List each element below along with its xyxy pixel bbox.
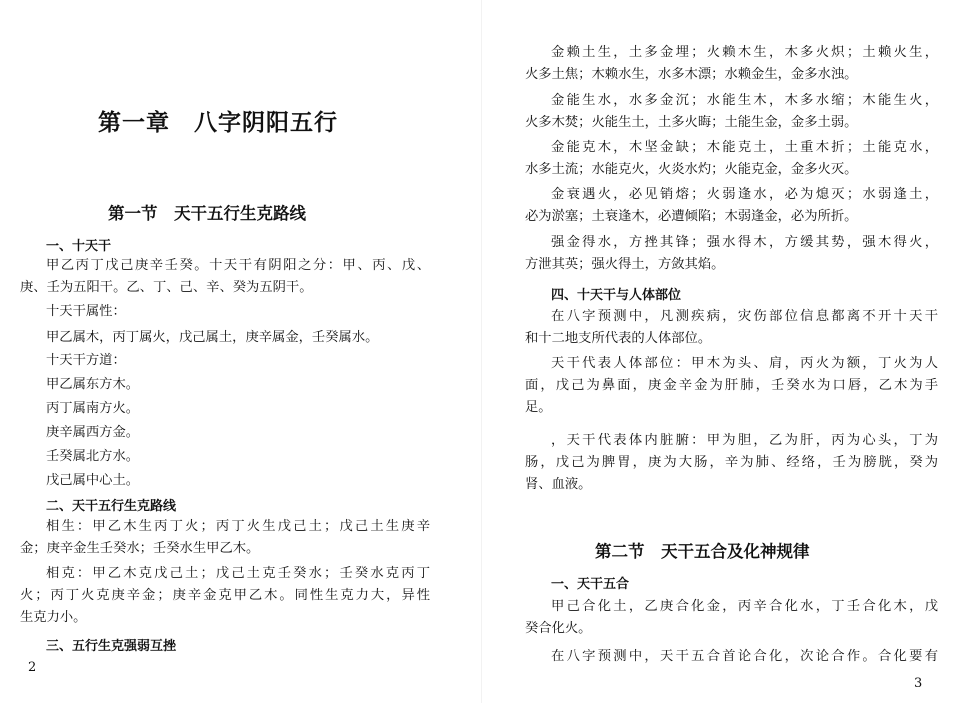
- text-line: 甲乙属东方木。: [46, 377, 140, 392]
- text-line: 庚辛属西方金。: [46, 425, 140, 440]
- heading-body-parts: 四、十天干与人体部位: [551, 288, 682, 303]
- paragraph-strong-gets: [525, 232, 938, 276]
- section-title-1: 第一节 天干五行生克路线: [108, 204, 306, 223]
- section-title-2: 第二节 天干五合及化神规律: [595, 542, 810, 561]
- text-line: 癸合化火。: [525, 621, 592, 636]
- text-line: 生克力小。: [20, 610, 87, 625]
- paragraph-restrain-excess: [525, 137, 938, 181]
- paragraph-attributes: [46, 327, 378, 349]
- text-line: 必为淤塞；土衰逢木，必遭倾陷；木弱逢金，必为所折。: [525, 209, 858, 224]
- text-line: 十天干方道：: [46, 353, 126, 368]
- paragraph-generation: [20, 516, 430, 560]
- text-line: 面，戊己为鼻面，庚金辛金为肝肺，壬癸水为口唇，乙木为手: [525, 378, 938, 393]
- heading-generation-route: 二、天干五行生克路线: [46, 499, 177, 514]
- paragraph-combination-rule: [525, 646, 938, 668]
- paragraph-directions-label: [46, 350, 126, 372]
- text-line: 和十二地支所代表的人体部位。: [525, 331, 712, 346]
- text-line: 水多土流；水能克火，火炎水灼；火能克金，金多火灭。: [525, 162, 858, 177]
- text-line: ，天干代表体内脏腑：甲为胆，乙为肝，丙为心头，丁为: [551, 433, 938, 448]
- paragraph-attributes-label: [46, 301, 126, 323]
- heading-ten-stems: 一、十天干: [46, 239, 112, 254]
- paragraph-direction-north: [46, 446, 139, 468]
- left-page: [0, 0, 481, 703]
- text-line: 火；丙丁火克庚辛金；庚辛金克甲乙木。同性生克力大，异性: [20, 588, 430, 603]
- text-line: 方泄其英；强火得土，方敛其焰。: [525, 257, 725, 272]
- text-line: 甲己合化土，乙庚合化金，丙辛合化水，丁壬合化木，戊: [551, 599, 938, 614]
- text-line: 肾、血液。: [525, 477, 592, 492]
- paragraph-combinations: [525, 596, 938, 640]
- paragraph-organs: [525, 430, 938, 496]
- text-line: 庚、壬为五阳干。乙、丁、己、辛、癸为五阴干。: [20, 280, 313, 295]
- text-line: 壬癸属北方水。: [46, 449, 140, 464]
- text-line: 金；庚辛金生壬癸水；壬癸水生甲乙木。: [20, 541, 260, 556]
- paragraph-direction-east: [46, 374, 139, 396]
- page-number-left: 2: [28, 660, 37, 675]
- text-line: 金赖土生，土多金埋；火赖木生，木多火炽；土赖火生，: [551, 45, 938, 60]
- text-line: 肠，戊己为脾胃，庚为大肠，辛为肺、经络，壬为膀胱，癸为: [525, 455, 938, 470]
- text-line: 相生：甲乙木生丙丁火；丙丁火生戊己土；戊己土生庚辛: [46, 519, 430, 534]
- text-line: 甲乙丙丁戊己庚辛壬癸。十天干有阴阳之分：甲、丙、戊、: [46, 258, 430, 273]
- text-line: 在八字预测中，天干五合首论合化，次论合作。合化要有: [551, 649, 938, 664]
- page-number-right: 3: [914, 676, 923, 691]
- text-line: 甲乙属木，丙丁属火，戊己属土，庚辛属金，壬癸属水。: [46, 330, 379, 345]
- text-line: 金能克木，木坚金缺；木能克土，土重木折；土能克水，: [551, 140, 938, 155]
- text-line: 足。: [525, 400, 552, 415]
- paragraph-yin-yang: [20, 255, 430, 299]
- text-line: 金衰遇火，必见销熔；火弱逢水，必为熄灭；水弱逢土，: [551, 187, 938, 202]
- text-line: 火多土焦；木赖水生，水多木漂；水赖金生，金多水浊。: [525, 67, 858, 82]
- paragraph-body-parts: [525, 353, 938, 419]
- paragraph-direction-west: [46, 422, 139, 444]
- text-line: 在八字预测中，凡测疾病，灾伤部位信息都离不开十天干: [551, 309, 938, 324]
- paragraph-generate-excess: [525, 90, 938, 134]
- paragraph-direction-center: [46, 470, 139, 492]
- text-line: 丙丁属南方火。: [46, 401, 140, 416]
- right-page: [482, 0, 963, 703]
- text-line: 火多木焚；火能生土，土多火晦；土能生金，金多土弱。: [525, 115, 858, 130]
- text-line: 强金得水，方挫其锋；强水得木，方缓其势，强木得火，: [551, 235, 938, 250]
- heading-five-combinations: 一、天干五合: [551, 577, 630, 592]
- heading-strength-weakness: 三、五行生克强弱互挫: [46, 639, 177, 654]
- text-line: 戊己属中心土。: [46, 473, 140, 488]
- text-line: 十天干属性：: [46, 304, 126, 319]
- paragraph-direction-south: [46, 398, 139, 420]
- paragraph-weak-meets: [525, 184, 938, 228]
- paragraph-body-intro: [525, 306, 938, 350]
- text-line: 天干代表人体部位：甲木为头、肩，丙火为额，丁火为人: [551, 356, 938, 371]
- text-line: 相克：甲乙木克戊己土；戊己土克壬癸水；壬癸水克丙丁: [46, 566, 430, 581]
- text-line: 金能生水，水多金沉；水能生木，木多水缩；木能生火，: [551, 93, 938, 108]
- chapter-title: 第一章 八字阴阳五行: [98, 110, 338, 136]
- paragraph-reliance: [525, 42, 938, 86]
- paragraph-restraint: [20, 563, 430, 629]
